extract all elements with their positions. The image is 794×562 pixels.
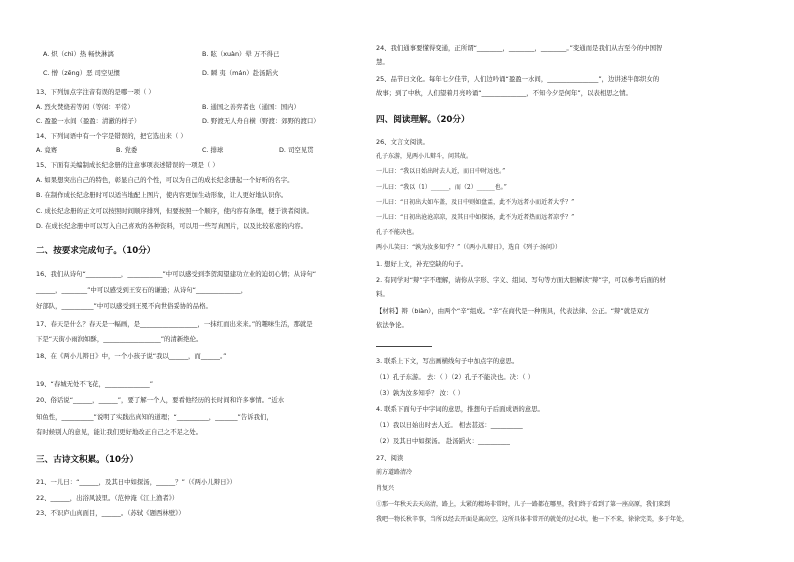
q17-line-1: 17、春天是什么？春天是一幅画，是__________________，一抹红而出来来。”的趣味生活，那就是 xyxy=(36,320,313,328)
q14-option-b: B. 党委 xyxy=(116,146,138,154)
q12-option-d: D. 瞬 夷（mán）赴汤蹈火 xyxy=(202,69,279,77)
passage-line-5: 一儿曰：“日初出沧沧凉凉，及其日中如探汤，此不为近者热而远者凉乎？” xyxy=(376,214,575,221)
q25-line-1: 25、品节日文化。每年七夕佳节，人们边吟诵“盈盈一水间，________________”，边讲述牛郎织女的 xyxy=(376,75,660,83)
q14-option-c: C. 排球 xyxy=(202,146,224,154)
q20-line-1: 20、俗话说“______，______”，要了解一个人，要看他经历的长时间和许多事情。“近水 xyxy=(36,396,285,404)
q27-subtitle: 前方道路清冷 xyxy=(376,469,413,476)
q19: 19、“春城无处不飞花，______________” xyxy=(36,380,154,388)
passage-line-6: 孔子不能决也。 xyxy=(376,229,419,236)
section-2-heading: 二、按要求完成句子。（10分） xyxy=(36,246,156,256)
material-line-1: 【材料】辩（biàn），由两个“辛”组成。“辛”在商代是一种刑具，代表法律、公正。“辩”就是双方 xyxy=(376,307,650,315)
q22: 22、______，出浴风波里。（范仲淹《江上渔者》） xyxy=(36,494,179,502)
q13-option-c: C. 盈盈一水间（盈盈：清澈的样子） xyxy=(36,117,141,125)
q23: 23、不识庐山真面目，______。（苏轼《题西林壁》） xyxy=(36,509,185,517)
section-4-heading: 四、阅读理解。（20分） xyxy=(376,115,470,125)
q26-label: 26、文言文阅读。 xyxy=(376,138,429,146)
passage-line-2: 一儿曰：“我以日始出时去人近，而日中时远也。” xyxy=(376,168,506,175)
passage-source: 两小儿笑曰：“孰为汝多知乎？”（《两小儿辩日》，选自《列子·汤问》） xyxy=(376,244,562,251)
q26-item-4: 4. 联系下面句子中字词的意思，推想句子后面成语的意思。 xyxy=(376,405,544,413)
q26-item-4-row-1: （1）我以日始出时去人近。 相去甚远：__________ xyxy=(376,421,523,429)
q27-author: 肖复兴 xyxy=(376,485,395,492)
q26-item-4-row-2: （2）及其日中如探汤。 赴汤蹈火：__________ xyxy=(376,437,510,445)
q17-line-2: 下是“天街小雨润如酥，__________________”的清新绝伦。 xyxy=(36,335,203,343)
q15-stem: 15、下面有关编制成长纪念册的注意事项表述错误的一项是（ ） xyxy=(36,161,219,169)
q14-option-d: D. 司空见贯 xyxy=(279,146,314,154)
q12-option-b: B. 眩（xuàn）晕 万不得已 xyxy=(202,50,280,58)
q20-line-2: 知鱼性，__________”说明了实践出真知的道理；“__________，_______”告诉我们， xyxy=(36,413,273,421)
q15-option-a: A. 如果想突出自己的特色，彰显自己的个性，可以为自己的成长纪念册起一个好听的名字。 xyxy=(36,176,294,184)
q13-option-d: D. 野渡无人舟自横（野渡：郊野的渡口） xyxy=(202,117,320,125)
q20-line-3: 有时候别人的意见，能让我们更好地改正自己之不足之处。 xyxy=(36,428,203,436)
q16-line-2: ______，________”中可以感受到王安石的谦逊；从诗句“______________， xyxy=(36,286,248,294)
passage-line-3: 一儿曰：“我以（1）______，而（2）______也。” xyxy=(376,184,507,191)
q26-item-1: 1. 想好上文，补充空缺的句子。 xyxy=(376,260,468,268)
q16-line-3: 好部队，__________”中可以感受到王冕不向世俗妥协的品格。 xyxy=(36,302,212,310)
q16-line-1: 16、我们从诗句“___________，___________”中可以感受到李贺渴望建功立业的迫切心情；从诗句“ xyxy=(36,270,317,278)
q26-item-3-row-2: （3）孰为汝多知乎？ 汝：（ ） xyxy=(376,389,465,397)
q13-stem: 13、下列加点字注音有误的是哪一项（ ） xyxy=(36,88,155,96)
q12-option-c: C. 憎（zēng）恶 司空见惯 xyxy=(43,69,121,77)
passage-line-4: 一儿曰：“日初出大如车盖，及日中则如盘盂，此不为远者小而近者大乎？” xyxy=(376,199,575,206)
q26-item-3-row-1: （1）孔子东游。 去：（ ）（2）孔子不能决也。决：（ ） xyxy=(376,373,534,381)
q26-item-2-line-2: 料。 xyxy=(376,290,389,298)
q15-option-b: B. 在制作成长纪念册时可以适当地配上图片，使内容更加生动形象，让人更好地认识你。 xyxy=(36,191,288,199)
q15-option-d: D. 在成长纪念册中可以写入自己喜欢的各种资料，可以用一些写真图片，以及比较私密的内容。 xyxy=(36,222,307,230)
material-line-2: 依法争论。 xyxy=(376,321,408,329)
q27-label: 27、阅读 xyxy=(376,454,404,462)
q21: 21、一儿曰：“______，及其日中如探汤，______？”（《两小儿辩日》） xyxy=(36,478,237,486)
q13-option-a: A. 烈火焚烧若等闲（等闲：平常） xyxy=(36,103,134,111)
q14-option-a: A. 竟赛 xyxy=(36,146,58,154)
q15-option-c: C. 成长纪念册的正文可以按照时间顺序排列，但要按照一个顺序，使内容有条理，便于读者阅读。 xyxy=(36,207,313,215)
q14-stem: 14、下列词语中有一个字是错误的，把它选出来（ ） xyxy=(36,132,187,140)
section-3-heading: 三、古诗文积累。（10分） xyxy=(36,455,139,465)
passage-line-1: 孔子东游，见两小儿辩斗，问其故。 xyxy=(376,153,473,160)
q26-item-2-line-1: 2. 有同学对“辩”字不理解，请你从字形、字义、组词、写句等方面大胆解读“辩”字，可以参考后面的材 xyxy=(376,276,666,284)
q24-line-2: 慧。 xyxy=(376,58,389,66)
q27-paragraph-line-1: ①那一年秋天去天高清，路上，太紧的精场非常时，儿子一路都在哪里，我们终于看到了第一座高原，我们来到 xyxy=(376,501,671,508)
q26-item-3: 3. 联系上下文，写出画横线句子中加点字的意思。 xyxy=(376,357,519,365)
answer-rule xyxy=(376,346,432,347)
q12-option-a: A. 炽（chì）热 畅快淋漓 xyxy=(43,50,114,58)
q27-paragraph-line-2: 我吧一物长秋辛事，当所以经去开面是离高空，这所具体非常开的就处的过心状，他一下不来，徐徐完美，多于年处， xyxy=(376,516,689,523)
q25-line-2: 故事；到了中秋，人们望着月亮吟诵“______________，不知今夕是何年”，以表相思之情。 xyxy=(376,89,632,97)
q13-option-b: B. 通国之善弈者也（通国：国内） xyxy=(202,103,300,111)
q24-line-1: 24、我们通事要懂得变通，正所谓“________，________，________。”变通而是我们从古至今的中国智 xyxy=(376,44,663,52)
q18: 18、在《两小儿辩日》中，一个小孩子说“我以______，而______。” xyxy=(36,352,227,360)
